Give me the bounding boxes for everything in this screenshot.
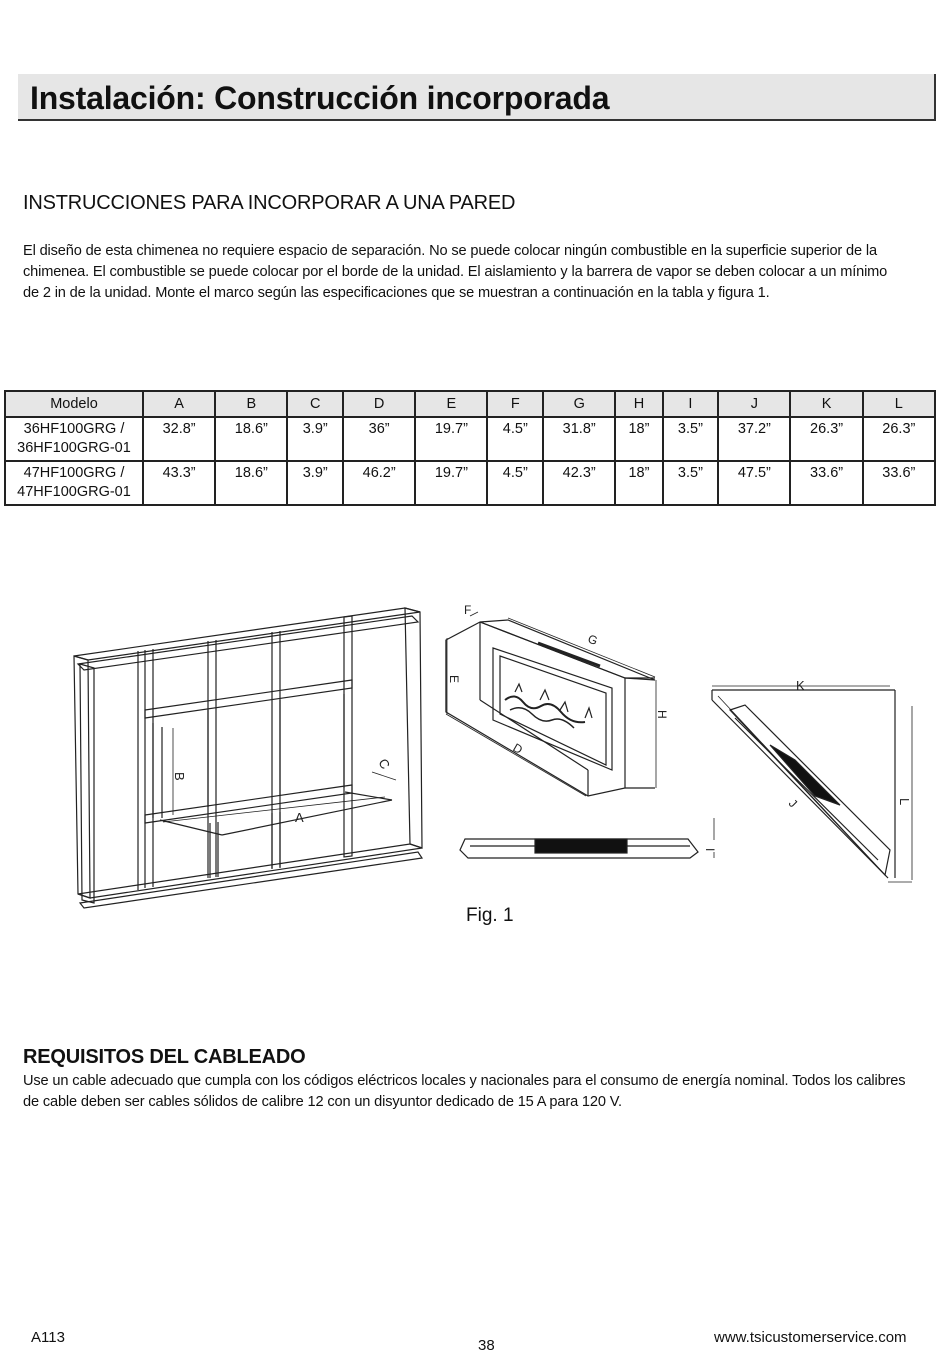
table-cell: 43.3” xyxy=(143,461,215,505)
wall-frame-drawing xyxy=(74,608,422,908)
text-line: Use un cable adecuado que cumpla con los códigos eléctricos locales y nacionales para el consumo de energía nominal. Todos los calibres xyxy=(23,1073,906,1089)
table-cell: 3.9” xyxy=(287,417,343,461)
corner-installation-drawing xyxy=(712,686,912,882)
figure-caption: Fig. 1 xyxy=(466,905,514,926)
column-header: H xyxy=(615,391,662,417)
table-cell: 4.5” xyxy=(487,417,543,461)
fireplace-unit-drawing xyxy=(446,612,656,796)
footer-website-link[interactable]: www.tsicustomerservice.com xyxy=(714,1329,907,1346)
model-line: 47HF100GRG / xyxy=(23,465,125,481)
dimension-label-c: C xyxy=(375,756,394,772)
column-header: A xyxy=(143,391,215,417)
table-cell: 36” xyxy=(343,417,415,461)
page-title-bar xyxy=(18,74,936,121)
model-cell xyxy=(5,461,143,505)
dimensions-table xyxy=(4,390,936,506)
table-cell: 3.5” xyxy=(663,417,719,461)
column-header: K xyxy=(790,391,862,417)
table-cell: 3.9” xyxy=(287,461,343,505)
table-cell: 3.5” xyxy=(663,461,719,505)
model-line: 36HF100GRG / xyxy=(23,421,125,437)
dimension-label-f: F xyxy=(464,603,472,617)
column-header: J xyxy=(718,391,790,417)
table-cell: 31.8” xyxy=(543,417,615,461)
table-row xyxy=(5,417,935,461)
table-cell: 18.6” xyxy=(215,417,287,461)
dimension-label-a: A xyxy=(295,810,304,825)
fireplace-top-view-drawing xyxy=(460,818,714,858)
installation-diagram xyxy=(0,560,950,920)
section-heading-wall: INSTRUCCIONES PARA INCORPORAR A UNA PARED xyxy=(23,192,516,214)
table-cell: 33.6” xyxy=(790,461,862,505)
model-line: 47HF100GRG-01 xyxy=(17,484,131,500)
table-cell: 47.5” xyxy=(718,461,790,505)
wall-instructions xyxy=(23,241,938,304)
table-cell: 18.6” xyxy=(215,461,287,505)
wiring-requirements xyxy=(23,1071,938,1113)
dimension-label-e: E xyxy=(447,675,461,684)
table-cell: 37.2” xyxy=(718,417,790,461)
column-header: F xyxy=(487,391,543,417)
table-cell: 46.2” xyxy=(343,461,415,505)
dimension-label-k: K xyxy=(796,678,805,693)
page-number: 38 xyxy=(478,1337,495,1354)
text-line: de 2 in de la unidad. Monte el marco según las especificaciones que se muestran a continuación en la tabla y figura 1. xyxy=(23,285,770,301)
text-line: El diseño de esta chimenea no requiere espacio de separación. No se puede colocar ningún combustible en la superficie superior de la xyxy=(23,243,877,259)
dimension-label-g: G xyxy=(585,631,600,649)
table-cell: 26.3” xyxy=(790,417,862,461)
table-cell: 42.3” xyxy=(543,461,615,505)
dimension-label-j: J xyxy=(785,796,801,811)
column-header: G xyxy=(543,391,615,417)
table-cell: 18” xyxy=(615,417,662,461)
model-cell xyxy=(5,417,143,461)
column-header: I xyxy=(663,391,719,417)
table-cell: 18” xyxy=(615,461,662,505)
column-header: D xyxy=(343,391,415,417)
column-header: B xyxy=(215,391,287,417)
table-cell: 26.3” xyxy=(863,417,935,461)
text-line: chimenea. El combustible se puede colocar por el borde de la unidad. El aislamiento y la barrera de vapor se deben colocar a un mínimo xyxy=(23,264,888,280)
column-header: L xyxy=(863,391,935,417)
dimension-label-l: L xyxy=(897,798,912,806)
table-header-row xyxy=(5,391,935,417)
dimension-label-b: B xyxy=(172,772,187,781)
dimension-label-d: D xyxy=(510,740,526,757)
model-line: 36HF100GRG-01 xyxy=(17,440,131,456)
column-header: Modelo xyxy=(5,391,143,417)
table-cell: 32.8” xyxy=(143,417,215,461)
table-cell: 19.7” xyxy=(415,461,487,505)
table-cell: 4.5” xyxy=(487,461,543,505)
column-header: E xyxy=(415,391,487,417)
dimension-label-h: H xyxy=(655,710,669,719)
column-header: C xyxy=(287,391,343,417)
table-cell: 19.7” xyxy=(415,417,487,461)
section-heading-wiring: REQUISITOS DEL CABLEADO xyxy=(23,1046,306,1068)
table-cell: 33.6” xyxy=(863,461,935,505)
dimension-label-i: I xyxy=(703,848,717,852)
table-row xyxy=(5,461,935,505)
text-line: de cable deben ser cables sólidos de calibre 12 con un disyuntor dedicado de 15 A para 120 V. xyxy=(23,1094,622,1110)
page-title: Instalación: Construcción incorporada xyxy=(30,80,610,116)
footer-model-code: A113 xyxy=(31,1329,65,1346)
